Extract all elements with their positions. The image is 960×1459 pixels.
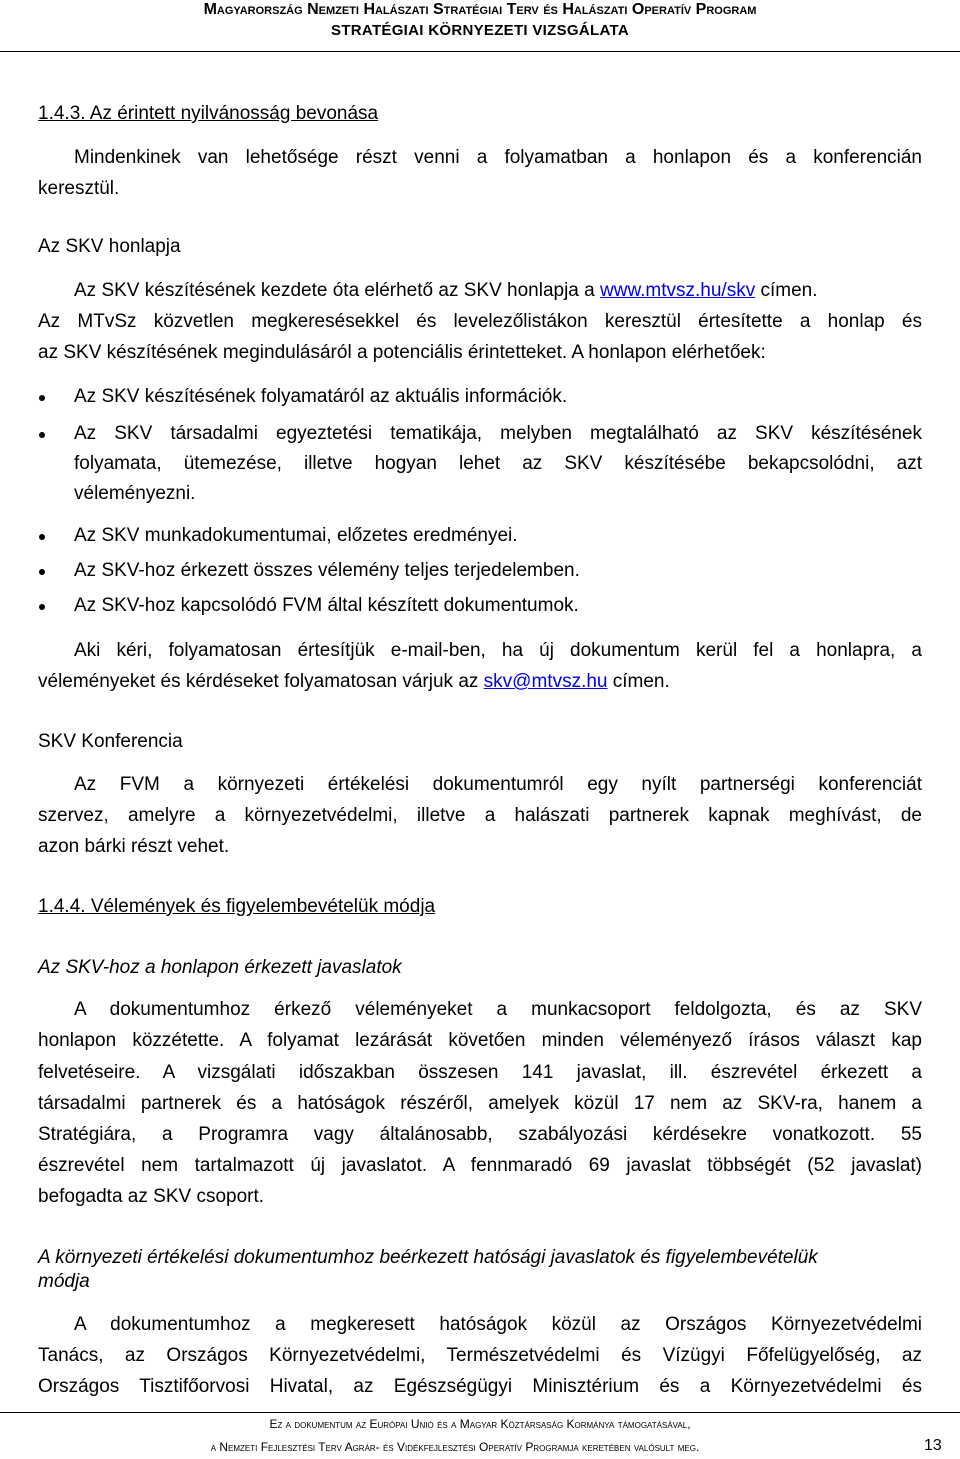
page-number: 13 xyxy=(924,1437,942,1454)
footer-line-1: Ez a dokumentum az Európai Unió és a Magyar Köztársaság Kormánya támogatásával, xyxy=(269,1417,691,1431)
footer-line-2: a Nemzeti Fejlesztési Terv Agrár- és Vidékfejlesztési Operatív Programja keretében valósult meg. xyxy=(210,1440,700,1454)
javaslatok-paragraph-line: észrevétel nem tartalmazott új javaslatot. A fennmaradó 69 javaslat többségét (52 javaslat) xyxy=(38,1155,922,1176)
subheading-skv-honlap: Az SKV honlapja xyxy=(38,236,181,257)
konferencia-paragraph-line-1: Az FVM a környezeti értékelési dokumentumról egy nyílt partnerségi konferenciát xyxy=(74,774,922,795)
hatosagi-paragraph-line: A dokumentumhoz a megkeresett hatóságok közül az Országos Környezetvédelmi xyxy=(74,1314,922,1335)
javaslatok-paragraph-line: felvetéseire. A vizsgálati időszakban összesen 141 javaslat, ill. észrevétel érkezett a xyxy=(38,1062,922,1083)
footer-divider xyxy=(0,1412,960,1413)
hatosagi-paragraph-line: Tanács, az Országos Környezetvédelmi, Természetvédelmi és Vízügyi Főfelügyelőség, az xyxy=(38,1345,922,1366)
list-item: Az SKV készítésének folyamatáról az aktuális információk. xyxy=(74,386,568,407)
list-item: Az SKV munkadokumentumai, előzetes eredményei. xyxy=(74,525,518,546)
document-header-subtitle: STRATÉGIAI KÖRNYEZETI VIZSGÁLATA xyxy=(331,22,629,39)
skv-website-link[interactable]: www.mtvsz.hu/skv xyxy=(600,280,756,301)
honlap-paragraph-line-1: Az SKV készítésének kezdete óta elérhető az SKV honlapja a www.mtvsz.hu/skv címen. xyxy=(74,280,818,301)
section-heading-1-4-3: 1.4.3. Az érintett nyilvánosság bevonása xyxy=(38,103,379,124)
document-header-title: Magyarország Nemzeti Halászati Stratégiai Terv és Halászati Operatív Program xyxy=(203,1,757,18)
list-item: Az SKV-hoz érkezett összes vélemény teljes terjedelemben. xyxy=(74,560,580,581)
bullet-icon xyxy=(39,432,45,438)
konferencia-paragraph-line-2: szervez, amelyre a környezetvédelmi, illetve a halászati partnerek kapnak meghívást, de xyxy=(38,805,922,826)
bullet-icon xyxy=(39,604,45,610)
header-divider xyxy=(0,51,960,52)
bullet-icon xyxy=(39,395,45,401)
intro-paragraph-line-2: keresztül. xyxy=(38,178,120,199)
list-item-continuation: folyamata, ütemezése, illetve hogyan lehet az SKV készítésébe bekapcsolódni, azt xyxy=(74,453,922,474)
subheading-hatosagi-javaslatok: A környezeti értékelési dokumentumhoz beérkezett hatósági javaslatok és figyelembevételük xyxy=(38,1247,818,1268)
honlap-paragraph-line-2: Az MTvSz közvetlen megkeresésekkel és levelezőlistákon keresztül értesítette a honlap és xyxy=(38,311,922,332)
subheading-skv-konferencia: SKV Konferencia xyxy=(38,731,183,752)
list-item-continuation: véleményezni. xyxy=(74,483,196,504)
subheading-honlap-javaslatok: Az SKV-hoz a honlapon érkezett javaslatok xyxy=(38,957,402,978)
javaslatok-paragraph-line: befogadta az SKV csoport. xyxy=(38,1186,265,1207)
bullet-icon xyxy=(39,569,45,575)
javaslatok-paragraph-line: honlapon közzétette. A folyamat lezárását követően minden véleményező írásos választ kap xyxy=(38,1030,922,1051)
notify-paragraph-line-1: Aki kéri, folyamatosan értesítjük e-mail-ben, ha új dokumentum kerül fel a honlapra, a xyxy=(74,640,922,661)
bullet-icon xyxy=(39,534,45,540)
javaslatok-paragraph-line: Stratégiára, a Programra vagy általánosabb, szabályozási kérdésekre vonatkozott. 55 xyxy=(38,1124,922,1145)
subheading-hatosagi-javaslatok-cont: módja xyxy=(38,1271,90,1292)
intro-paragraph-line-1: Mindenkinek van lehetősége részt venni a folyamatban a honlapon és a konferencián xyxy=(74,147,922,168)
javaslatok-paragraph-line: társadalmi partnerek és a hatóságok részéről, amelyek közül 17 nem az SKV-ra, hanem a xyxy=(38,1093,922,1114)
hatosagi-paragraph-line: Országos Tisztifőorvosi Hivatal, az Egészségügyi Minisztérium és a Környezetvédelmi és xyxy=(38,1376,922,1397)
javaslatok-paragraph-line: A dokumentumhoz érkező véleményeket a munkacsoport feldolgozta, és az SKV xyxy=(74,999,922,1020)
honlap-paragraph-line-3: az SKV készítésének megindulásáról a potenciális érintetteket. A honlapon elérhetőek: xyxy=(38,342,766,363)
notify-paragraph-line-2: véleményeket és kérdéseket folyamatosan várjuk az skv@mtvsz.hu címen. xyxy=(38,671,670,692)
list-item: Az SKV-hoz kapcsolódó FVM által készített dokumentumok. xyxy=(74,595,579,616)
section-heading-1-4-4: 1.4.4. Vélemények és figyelembevételük módja xyxy=(38,896,436,917)
konferencia-paragraph-line-3: azon bárki részt vehet. xyxy=(38,836,230,857)
skv-email-link[interactable]: skv@mtvsz.hu xyxy=(483,671,608,692)
list-item: Az SKV társadalmi egyeztetési tematikája, melyben megtalálható az SKV készítésének xyxy=(74,423,922,444)
